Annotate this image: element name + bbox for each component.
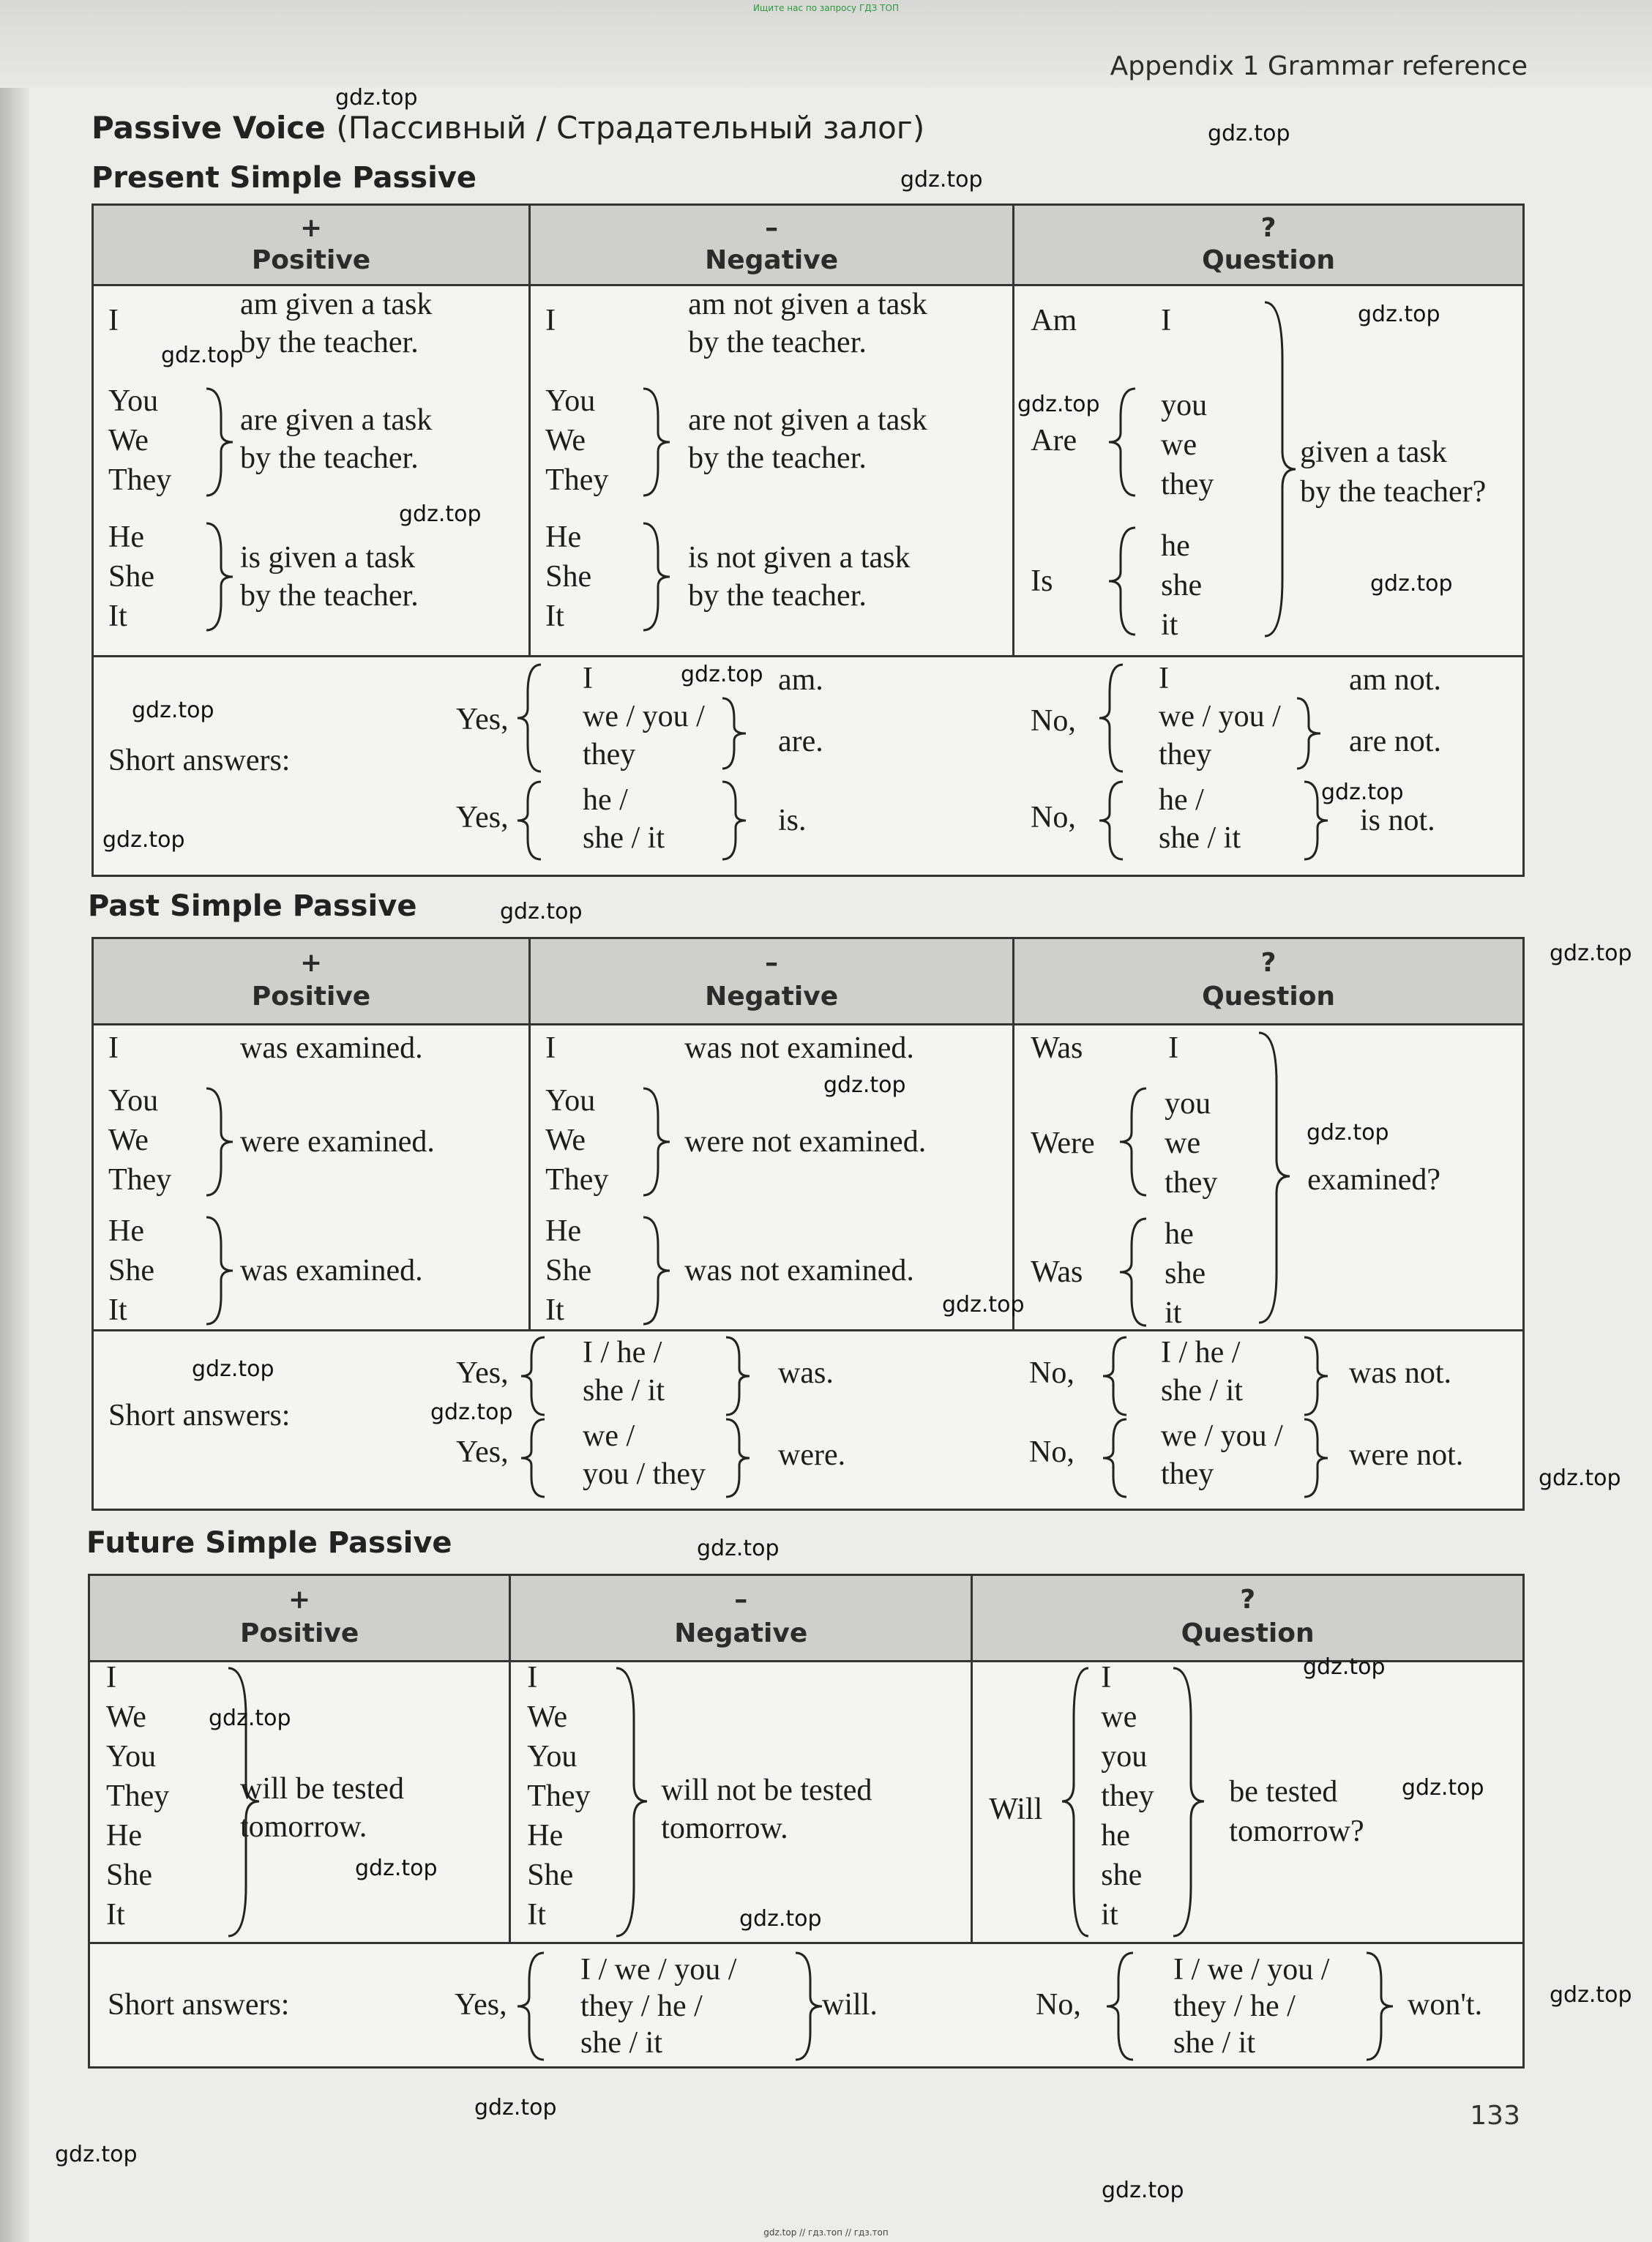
watermark-text: gdz.top xyxy=(739,1906,822,1932)
right-brace-icon xyxy=(1256,1031,1293,1324)
watermark-text: gdz.top xyxy=(697,1536,780,1561)
left-brace-icon xyxy=(1096,780,1126,861)
left-brace-icon xyxy=(1106,387,1138,497)
right-brace-icon xyxy=(640,1087,673,1197)
watermark-text: gdz.top xyxy=(1017,392,1100,417)
right-brace-icon xyxy=(203,522,236,632)
watermark-text: gdz.top xyxy=(1402,1775,1484,1801)
left-brace-icon xyxy=(1096,663,1126,773)
watermark-text: gdz.top xyxy=(1550,941,1632,966)
left-brace-icon xyxy=(518,1336,547,1416)
right-brace-icon xyxy=(1294,697,1323,770)
watermark-text: gdz.top xyxy=(1550,1982,1632,2008)
watermark-text: gdz.top xyxy=(1370,571,1453,597)
watermark-text: gdz.top xyxy=(209,1705,291,1731)
right-brace-icon xyxy=(1364,1951,1396,2061)
past-positive-cell: I was examined. You We They were examined. He She It was examined. xyxy=(93,1025,530,1331)
right-brace-icon xyxy=(723,1418,752,1498)
watermark-text: gdz.top xyxy=(132,698,214,723)
left-brace-icon xyxy=(1117,1087,1149,1197)
left-brace-icon xyxy=(518,1418,547,1498)
past-passive-title: Past Simple Passive xyxy=(88,889,417,923)
left-brace-icon xyxy=(515,663,544,773)
right-brace-icon xyxy=(1170,1667,1207,1938)
watermark-text: gdz.top xyxy=(681,662,763,687)
watermark-text: gdz.top xyxy=(1307,1120,1389,1146)
past-negative-cell: I was not examined. You We They were not examined. He She It was not examined. xyxy=(530,1025,1014,1331)
right-brace-icon xyxy=(720,780,749,861)
future-question-cell: Will I we you they he she it be tested tomorrow? xyxy=(972,1662,1524,1943)
page-number: 133 xyxy=(1470,2101,1520,2131)
left-brace-icon xyxy=(515,1951,547,2061)
watermark-text: gdz.top xyxy=(500,899,583,924)
site-tag-bottom[interactable]: gdz.top // гдз.топ // гдз.топ xyxy=(763,2227,889,2238)
header-negative: – Negative xyxy=(510,1575,972,1662)
left-brace-icon xyxy=(1100,1336,1129,1416)
right-brace-icon xyxy=(203,1087,236,1197)
watermark-text: gdz.top xyxy=(1303,1654,1386,1680)
past-question-cell: Was I Were you we they Was he she it examined? xyxy=(1014,1025,1524,1331)
watermark-text: gdz.top xyxy=(192,1356,274,1382)
future-short-answers: Short answers: Yes, I / we / you / they / he / she / it will. No, I / we / you / they / he / she / it won't. xyxy=(89,1943,1524,2068)
future-negative-cell: I We You They He She It will not be tested tomorrow. xyxy=(510,1662,972,1943)
watermark-text: gdz.top xyxy=(1321,780,1404,805)
header-question: ? Question xyxy=(972,1575,1524,1662)
right-brace-icon xyxy=(640,522,673,632)
right-brace-icon xyxy=(1301,1336,1331,1416)
watermark-text: gdz.top xyxy=(399,501,482,527)
left-brace-icon xyxy=(1106,526,1138,636)
right-brace-icon xyxy=(640,1216,673,1326)
present-passive-title: Present Simple Passive xyxy=(91,161,476,195)
watermark-text: gdz.top xyxy=(102,827,185,853)
header-positive: + Positive xyxy=(89,1575,510,1662)
present-question-cell: Am I Are you we they Is he she it given a task by the teacher? xyxy=(1014,285,1524,657)
past-passive-table xyxy=(91,937,1525,1511)
left-brace-icon xyxy=(1117,1217,1149,1327)
right-brace-icon xyxy=(793,1951,825,2061)
watermark-text: gdz.top xyxy=(1358,302,1440,327)
present-negative-cell: I am not given a task by the teacher. You We They are not given a task by the teacher. He She It is not given a task by the teacher. xyxy=(530,285,1014,657)
watermark-text: gdz.top xyxy=(55,2142,138,2167)
right-brace-icon xyxy=(1262,301,1298,638)
future-passive-title: Future Simple Passive xyxy=(86,1526,452,1560)
watermark-text: gdz.top xyxy=(1539,1465,1621,1491)
watermark-text: gdz.top xyxy=(1208,121,1290,146)
right-brace-icon xyxy=(1301,1418,1331,1498)
watermark-text: gdz.top xyxy=(1102,2178,1184,2203)
page-edge-shadow xyxy=(0,0,29,2242)
appendix-heading: Appendix 1 Grammar reference xyxy=(1110,51,1528,81)
watermark-text: gdz.top xyxy=(161,343,244,368)
present-passive-table xyxy=(91,203,1525,877)
header-negative: – Negative xyxy=(530,205,1014,285)
present-short-answers: Short answers: Yes, Yes, I we / you / they am. are. he / she / it is. No, No, I we / you / they am not. are not. he / she / it is not. xyxy=(93,657,1524,876)
watermark-text: gdz.top xyxy=(942,1292,1025,1318)
right-brace-icon xyxy=(723,1336,752,1416)
header-positive: + Positive xyxy=(93,938,530,1025)
right-brace-icon xyxy=(720,697,749,770)
left-brace-icon xyxy=(1104,1951,1136,2061)
watermark-text: gdz.top xyxy=(900,167,983,193)
watermark-text: gdz.top xyxy=(474,2095,557,2120)
header-question: ? Question xyxy=(1014,938,1524,1025)
past-short-answers: Short answers: Yes, Yes, I / he / she / it was. we / you / they were. No, No, I / he / she / it was not. we / you / they were not. xyxy=(93,1331,1524,1510)
title-main: Passive Voice xyxy=(91,110,326,146)
watermark-text: gdz.top xyxy=(335,85,418,111)
title-russian: (Пассивный / Страдательный залог) xyxy=(336,110,925,146)
right-brace-icon xyxy=(640,387,673,497)
page-title xyxy=(91,110,924,146)
header-positive: + Positive xyxy=(93,205,530,285)
watermark-text: gdz.top xyxy=(355,1856,438,1881)
future-positive-cell: I We You They He She It will be tested tomorrow. xyxy=(89,1662,510,1943)
left-brace-icon xyxy=(1100,1418,1129,1498)
header-negative: – Negative xyxy=(530,938,1014,1025)
right-brace-icon xyxy=(203,387,236,497)
site-tag-top[interactable]: Ищите нас по запросу ГДЗ ТОП xyxy=(753,3,899,13)
left-brace-icon xyxy=(1059,1667,1091,1938)
watermark-text: gdz.top xyxy=(430,1400,513,1425)
header-question: ? Question xyxy=(1014,205,1524,285)
right-brace-icon xyxy=(613,1667,650,1938)
future-passive-table xyxy=(88,1574,1525,2069)
present-positive-cell: I am given a task by the teacher. You We They are given a task by the teacher. He She It is given a task by the teacher. xyxy=(93,285,530,657)
right-brace-icon xyxy=(203,1216,236,1326)
left-brace-icon xyxy=(515,780,544,861)
watermark-text: gdz.top xyxy=(823,1072,906,1098)
